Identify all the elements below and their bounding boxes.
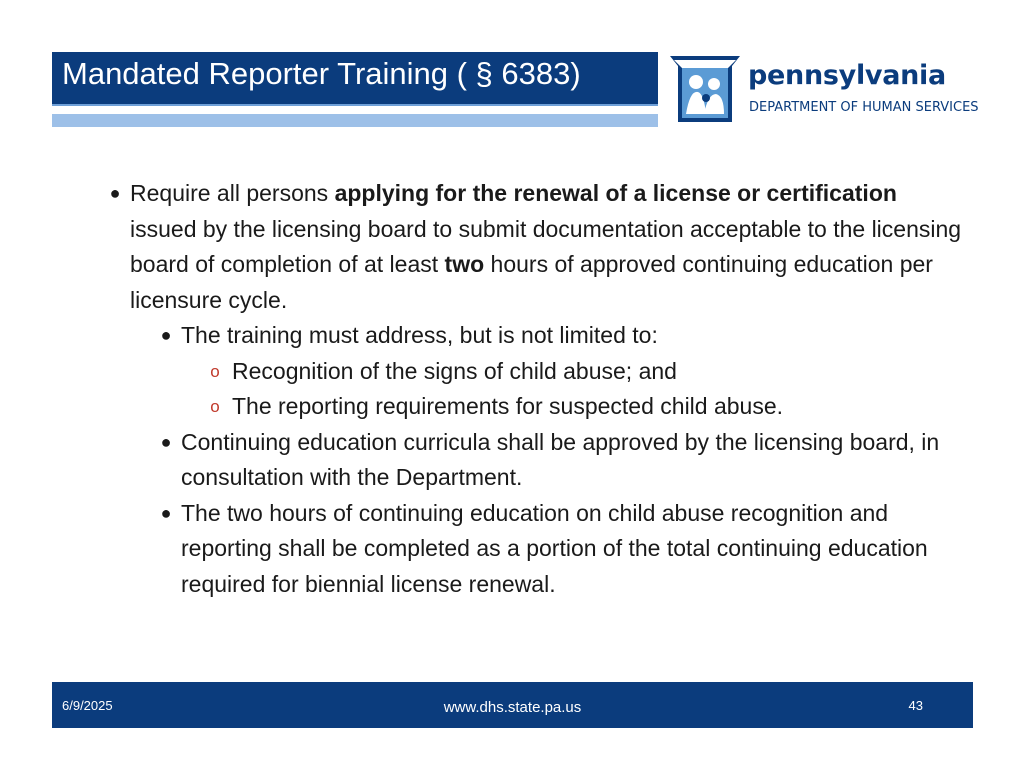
footer-date: 6/9/2025 — [62, 698, 113, 713]
sub-sub-bullet-recognition — [105, 354, 965, 390]
sub-bullet-training-topics — [105, 318, 965, 354]
slide-footer — [52, 682, 973, 728]
slide-body — [105, 176, 965, 602]
bullet-text: Require all persons — [130, 180, 335, 206]
sub-bullet-text: The two hours of continuing education on child abuse recognition and reporting shall be completed as a portion of the total continuing education required for biennial license renewal. — [181, 499, 928, 597]
bullet-dot-icon: ● — [109, 183, 121, 203]
logo-wordmark: pennsylvania — [748, 60, 946, 91]
title-underline — [52, 104, 658, 106]
keystone-family-icon — [668, 54, 742, 124]
bullet-dot-icon: ● — [160, 325, 172, 345]
slide-title-bar — [52, 52, 658, 104]
pa-dhs-logo — [668, 54, 1008, 126]
sub-bullet-text: The training must address, but is not limited to: — [181, 322, 658, 348]
footer-url: www.dhs.state.pa.us — [443, 699, 582, 716]
hollow-circle-icon: o — [210, 361, 220, 381]
slide-number: 43 — [908, 698, 923, 713]
slide-title: Mandated Reporter Training ( § 6383) — [62, 56, 581, 91]
logo-department: DEPARTMENT OF HUMAN SERVICES — [749, 100, 979, 115]
sub-sub-bullet-text: Recognition of the signs of child abuse; and — [232, 357, 677, 384]
bullet-dot-icon: ● — [160, 431, 172, 452]
bullet-bold-text: applying for the renewal of a license or certification — [334, 180, 897, 206]
title-accent-stripe — [52, 114, 658, 127]
hollow-circle-icon: o — [210, 397, 220, 416]
sub-bullet-curricula-approval — [105, 425, 965, 496]
sub-bullet-text: Continuing education curricula shall be approved by the licensing board, in consultation with the Department. — [181, 428, 940, 490]
bullet-bold-text: two — [444, 251, 485, 277]
bullet-text: issued by the licensing board to submit documentation acceptable to the licensing board of completion of at least — [130, 215, 962, 277]
sub-sub-bullet-reporting — [105, 389, 965, 425]
bullet-renewal-requirement — [105, 176, 965, 318]
bullet-text: hours of approved continuing education per licensure cycle. — [130, 251, 933, 313]
bullet-dot-icon: ● — [160, 502, 172, 523]
sub-bullet-two-hours — [105, 496, 965, 603]
sub-sub-bullet-text: The reporting requirements for suspected child abuse. — [232, 393, 784, 419]
